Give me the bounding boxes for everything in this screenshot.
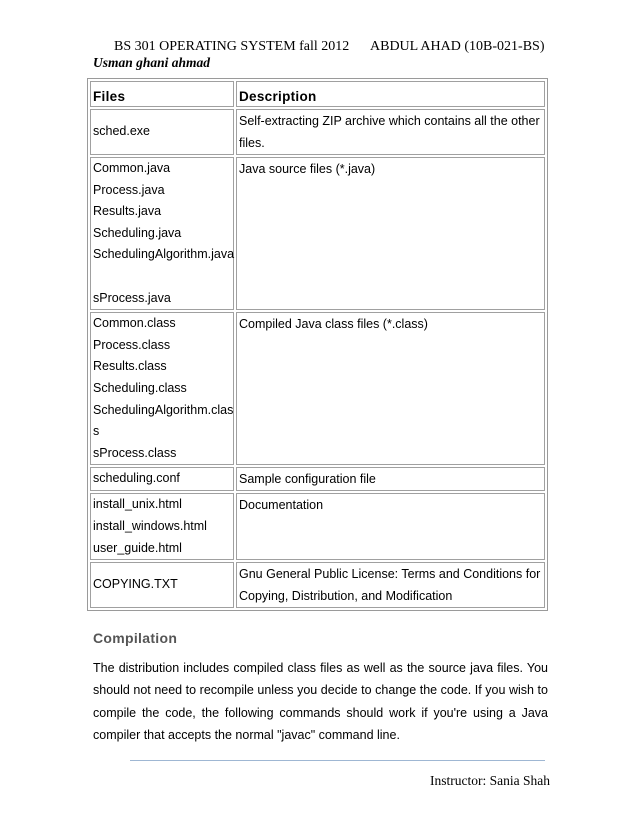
file-name: s <box>93 424 100 439</box>
table-row <box>90 109 545 155</box>
file-name: install_unix.html <box>93 497 182 512</box>
description-text: Java source files (*.java) <box>239 162 376 176</box>
file-name: Process.java <box>93 182 165 197</box>
files-cell <box>90 493 234 560</box>
files-table <box>87 78 548 611</box>
description-cell <box>236 109 545 155</box>
file-name: sched.exe <box>93 124 150 139</box>
table-header-row <box>90 81 545 107</box>
files-table-container <box>87 78 548 611</box>
table-row <box>90 312 545 465</box>
description-text: files. <box>239 136 265 150</box>
student-header: ABDUL AHAD (10B-021-BS) <box>370 39 545 54</box>
file-name: sProcess.java <box>93 290 171 305</box>
files-cell <box>90 109 234 155</box>
file-name: Scheduling.java <box>93 225 182 240</box>
section-heading-compilation: Compilation <box>93 630 178 646</box>
files-cell <box>90 157 234 310</box>
description-text: Documentation <box>239 498 324 513</box>
file-name: install_windows.html <box>93 518 207 533</box>
table-row <box>90 157 545 310</box>
description-cell <box>236 312 545 465</box>
table-row <box>90 467 545 491</box>
files-cell <box>90 562 234 608</box>
file-name: COPYING.TXT <box>93 577 178 592</box>
file-name: scheduling.conf <box>93 471 180 486</box>
file-name: Process.class <box>93 337 171 352</box>
footer-divider <box>130 760 545 761</box>
file-name: Scheduling.class <box>93 380 187 395</box>
file-name: Results.java <box>93 204 162 219</box>
description-cell <box>236 157 545 310</box>
description-cell <box>236 493 545 560</box>
author-name: Usman ghani ahmad <box>93 55 211 70</box>
table-row <box>90 493 545 560</box>
description-cell <box>236 562 545 608</box>
file-name: SchedulingAlgorithm.clas <box>93 402 234 417</box>
file-name: SchedulingAlgorithm.java <box>93 247 235 262</box>
compilation-paragraph: The distribution includes compiled class files as well as the source java files. You should not need to recompile unless you decide to change the code. If you wish to compile the code, the following commands should work if you're using a Java compiler that accepts the normal "javac" command line. <box>93 661 548 742</box>
table-row <box>90 562 545 608</box>
description-text: Copying, Distribution, and Modification <box>239 589 453 604</box>
header-description: Description <box>236 81 545 107</box>
course-header: BS 301 OPERATING SYSTEM fall 2012 <box>114 39 350 54</box>
description-text: Self-extracting ZIP archive which contains all the other <box>239 114 540 128</box>
description-cell <box>236 467 545 491</box>
footer-instructor: Instructor: Sania Shah <box>430 773 550 788</box>
file-name: user_guide.html <box>93 540 182 555</box>
files-cell <box>90 312 234 465</box>
file-name: sProcess.class <box>93 445 177 460</box>
file-name: Results.class <box>93 359 167 374</box>
blank-line <box>93 266 233 288</box>
description-text: Sample configuration file <box>239 472 376 487</box>
header-files: Files <box>90 81 234 107</box>
description-text: Gnu General Public License: Terms and Conditions for <box>239 567 541 582</box>
file-name: Common.java <box>93 161 171 175</box>
file-name: Common.class <box>93 316 176 331</box>
description-text: Compiled Java class files (*.class) <box>239 317 428 332</box>
files-cell <box>90 467 234 491</box>
